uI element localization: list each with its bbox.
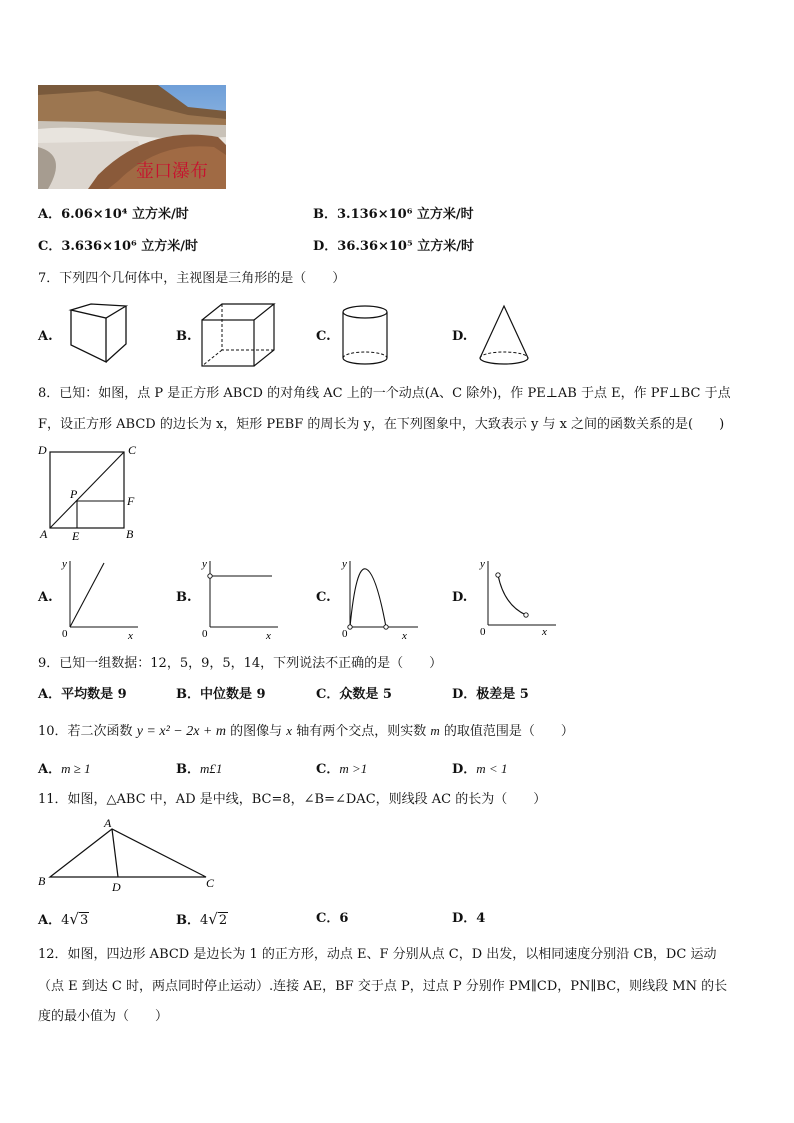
option-text: 36.36×10⁵ 立方米/时 bbox=[337, 239, 474, 254]
q11-option-b bbox=[176, 911, 228, 929]
q9-stem: 9．已知一组数据：12，5，9，5，14，下列说法不正确的是（ ） bbox=[38, 656, 443, 671]
q12-stem-line1: 12．如图，四边形 ABCD 是边长为 1 的正方形，动点 E、F 分别从点 C，D 出发，以相同速度分别沿 CB，DC 运动 bbox=[38, 947, 717, 962]
axis-x-label: x bbox=[402, 630, 407, 641]
label-f: F bbox=[127, 494, 135, 508]
option-expr: m ≥ 1 bbox=[61, 761, 91, 776]
stem-part: 的图像与 bbox=[230, 724, 283, 739]
q9-option-b: B．中位数是 9 bbox=[176, 687, 266, 702]
axis-y-label: y bbox=[480, 558, 485, 570]
axis-y-label: y bbox=[202, 558, 207, 570]
q8-label-d: D. bbox=[452, 590, 468, 605]
sqrt-icon: √ bbox=[69, 910, 79, 928]
q10-option-b bbox=[176, 761, 222, 778]
option-letter: B． bbox=[313, 207, 337, 222]
option-letter: B． bbox=[176, 762, 200, 777]
q12-stem-line3: 度的最小值为（ ） bbox=[38, 1009, 169, 1024]
graph-c-figure bbox=[338, 555, 422, 645]
triangle-abc-figure bbox=[34, 815, 224, 899]
axis-y-label: y bbox=[342, 558, 347, 570]
q12-stem-line2: （点 E 到达 C 时，两点同时停止运动）.连接 AE，BF 交于点 P，过点 P 分别作 PM∥CD，PN∥BC，则线段 MN 的长 bbox=[38, 979, 728, 994]
label-d: D bbox=[112, 880, 121, 894]
photo-caption: 壶口瀑布 bbox=[136, 161, 208, 181]
option-letter: C． bbox=[316, 762, 340, 777]
option-letter: D． bbox=[452, 762, 477, 777]
option-letter: A． bbox=[38, 762, 62, 777]
q10-option-c bbox=[316, 761, 367, 778]
axis-x-label: x bbox=[542, 626, 547, 638]
axis-x-label: x bbox=[128, 630, 133, 641]
option-letter: D． bbox=[313, 239, 338, 254]
origin-label: 0 bbox=[202, 628, 208, 640]
q11-stem: 11．如图，△ABC 中，AD 是中线，BC=8，∠B=∠DAC，则线段 AC 的长为（ ） bbox=[38, 792, 547, 807]
q11-option-d bbox=[452, 911, 485, 927]
option-radicand: 3 bbox=[79, 913, 89, 928]
option-letter: A． bbox=[38, 913, 62, 928]
option-text: 3.136×10⁶ 立方米/时 bbox=[337, 207, 474, 222]
axis-x-label: x bbox=[266, 630, 271, 641]
graph-a-figure bbox=[58, 555, 142, 645]
cone-figure bbox=[476, 302, 532, 372]
q11-option-c bbox=[316, 911, 348, 927]
option-radicand: 2 bbox=[218, 913, 228, 928]
cube-figure bbox=[198, 300, 278, 374]
label-b: B bbox=[126, 527, 134, 541]
label-e: E bbox=[72, 529, 80, 542]
label-a: A bbox=[40, 527, 48, 541]
waterfall-photo bbox=[38, 85, 226, 189]
q9-option-d: D．极差是 5 bbox=[452, 687, 529, 702]
var-m: m bbox=[430, 723, 440, 738]
stem-part: 轴有两个交点，则实数 bbox=[296, 724, 427, 739]
axis-y-label: y bbox=[62, 558, 67, 570]
triangular-prism-figure bbox=[66, 300, 130, 370]
label-b: B bbox=[38, 874, 46, 888]
q6-option-b bbox=[313, 207, 474, 223]
q7-label-d: D. bbox=[452, 329, 468, 344]
q6-option-c bbox=[38, 239, 198, 255]
label-a: A bbox=[104, 816, 112, 830]
origin-label: 0 bbox=[62, 628, 68, 640]
option-expr: m < 1 bbox=[476, 761, 508, 776]
q8-label-b: B. bbox=[176, 590, 192, 605]
q7-label-a: A. bbox=[38, 329, 53, 344]
label-c: C bbox=[206, 876, 215, 890]
option-expr: m£1 bbox=[200, 761, 223, 776]
origin-label: 0 bbox=[480, 626, 486, 638]
option-value: 6 bbox=[339, 911, 349, 926]
sqrt-icon: √ bbox=[208, 910, 218, 928]
q8-label-a: A. bbox=[38, 590, 53, 605]
graph-d-figure bbox=[476, 555, 560, 645]
option-letter: C． bbox=[38, 239, 62, 254]
cylinder-figure bbox=[340, 302, 392, 374]
square-abcd-figure bbox=[36, 442, 146, 546]
q9-option-c: C．众数是 5 bbox=[316, 687, 392, 702]
option-coef: 4 bbox=[200, 913, 209, 928]
q10-option-d bbox=[452, 761, 507, 778]
origin-label: 0 bbox=[342, 628, 348, 640]
q8-stem-line1: 8．已知：如图，点 P 是正方形 ABCD 的对角线 AC 上的一个动点(A、C 除外)，作 PE⊥AB 于点 E，作 PF⊥BC 于点 bbox=[38, 386, 731, 401]
q7-stem: 7．下列四个几何体中，主视图是三角形的是（ ） bbox=[38, 271, 346, 286]
quadratic-formula: y = x² − 2x + m bbox=[136, 724, 226, 739]
option-text: 3.636×10⁶ 立方米/时 bbox=[61, 239, 199, 254]
q7-label-b: B. bbox=[176, 329, 192, 344]
label-d: D bbox=[38, 443, 47, 457]
graph-b-figure bbox=[198, 555, 282, 645]
option-letter: C． bbox=[316, 911, 340, 926]
option-value: 4 bbox=[476, 911, 486, 926]
option-letter: A． bbox=[38, 207, 62, 222]
option-expr: m >1 bbox=[339, 761, 368, 776]
q6-option-d bbox=[313, 239, 474, 255]
q8-label-c: C. bbox=[316, 590, 331, 605]
option-text: 6.06×10⁴ 立方米/时 bbox=[61, 207, 189, 222]
stem-part: 10．若二次函数 bbox=[38, 724, 133, 739]
option-letter: D． bbox=[452, 911, 477, 926]
q11-option-a bbox=[38, 911, 89, 929]
q9-option-a: A．平均数是 9 bbox=[38, 687, 127, 702]
q10-stem bbox=[38, 723, 574, 740]
var-x: x bbox=[286, 723, 293, 738]
stem-part: 的取值范围是（ ） bbox=[443, 724, 574, 739]
q8-stem-line2: F，设正方形 ABCD 的边长为 x，矩形 PEBF 的周长为 y，在下列图象中，大致表示 y 与 x 之间的函数关系的是( ) bbox=[38, 417, 725, 432]
q10-option-a bbox=[38, 761, 91, 778]
label-c: C bbox=[128, 443, 137, 457]
option-letter: B． bbox=[176, 913, 200, 928]
label-p: P bbox=[70, 487, 78, 501]
option-coef: 4 bbox=[61, 913, 70, 928]
q6-option-a bbox=[38, 207, 189, 223]
q7-label-c: C. bbox=[316, 329, 331, 344]
